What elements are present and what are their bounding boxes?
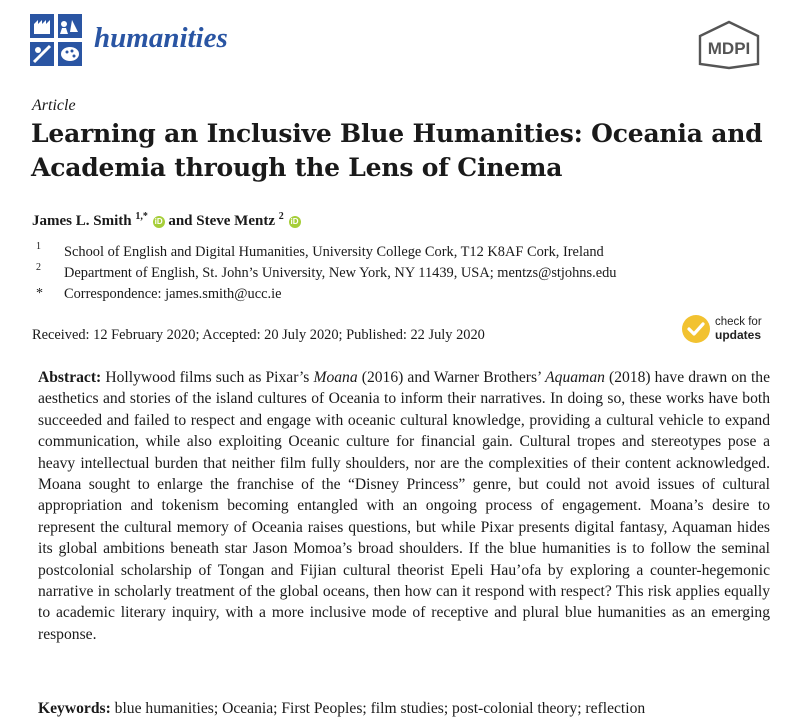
author-name[interactable]: James L. Smith [32, 213, 132, 229]
article-title: Learning an Inclusive Blue Humanities: Oceania and Academia through the Lens of Cinema [31, 119, 763, 182]
abstract-text: (2016) and Warner Brothers’ [357, 369, 546, 386]
film-title: Aquaman [545, 369, 605, 386]
keywords-text: blue humanities; Oceania; First Peoples; film studies; post-colonial theory; reflection [110, 700, 646, 717]
humanities-journal-logo-icon [30, 14, 82, 66]
mdpi-logo-icon[interactable] [694, 20, 764, 70]
abstract [38, 367, 770, 645]
abstract-text: Hollywood films such as Pixar’s [101, 369, 314, 386]
check-updates-icon [682, 315, 710, 343]
check-updates-line1: check for [715, 316, 762, 328]
affiliation-mark: 2 [36, 262, 41, 273]
affiliation-mark: 1 [36, 241, 41, 252]
correspondence-text: Correspondence: james.smith@ucc.ie [64, 286, 282, 302]
affiliation-text: School of English and Digital Humanities, University College Cork, T12 K8AF Cork, Ireland [64, 244, 604, 260]
abstract-text: (2018) have drawn on the aesthetics and stories of the island cultures of Oceania to inform their narratives. In doing so, these works have both succeeded and failed to respect and engage with oceanic cultural knowledge, providing a cultural vehicle to expand communication, while also exploiting Oceanic culture for financial gain. Cultural tropes and stereotypes pose a heavy intellectual burden that neither film fully shoulders, nor are the complexities of their content acknowledged. Moana sought to enlarge the franchise of the “Disney Princess” genre, but could not avoid issues of cultural appropriation and tokenism becoming entangled with an ongoing process of engagement. Moana’s desire to represent the cultural memory of Oceania raises questions, but while Pixar presents digital fantasy, Aquaman hides its global ambitions beneath star Jason Momoa’s broad shoulders. If the blue humanities is to follow the seminal postcolonial scholarship of Tongan and Fijian cultural theorist Epeli Hau’ofa by exploring a counter-hegemonic narrative in scholarly treatment of the global oceans, then how can it respond with respect? This risk applies equally to academic literary inquiry, with a more inclusive mode of receptive and plural blue humanities as an emerging response. [38, 369, 770, 643]
author-affiliation-mark: 1,* [135, 211, 148, 222]
abstract-label: Abstract: [38, 369, 102, 386]
check-updates-line2: updates [715, 328, 762, 342]
author-joiner: and [168, 213, 193, 229]
article-type: Article [32, 97, 76, 114]
author-list [32, 211, 301, 230]
affiliation-text: Department of English, St. John’s University, New York, NY 11439, USA; mentzs@stjohns.edu [64, 265, 617, 281]
orcid-icon[interactable]: iD [154, 217, 163, 226]
keywords [38, 700, 778, 718]
orcid-icon[interactable]: iD [290, 217, 299, 226]
publisher-name: MDPI [707, 39, 751, 58]
film-title: Moana [313, 369, 358, 386]
author-affiliation-mark: 2 [278, 211, 284, 222]
publication-dates: Received: 12 February 2020; Accepted: 20 July 2020; Published: 22 July 2020 [32, 327, 485, 343]
affiliation-mark: * [36, 286, 43, 301]
check-for-updates-button[interactable] [682, 315, 772, 345]
author-name[interactable]: Steve Mentz [196, 213, 275, 229]
keywords-label: Keywords: [38, 700, 111, 717]
journal-name[interactable]: humanities [94, 22, 228, 54]
